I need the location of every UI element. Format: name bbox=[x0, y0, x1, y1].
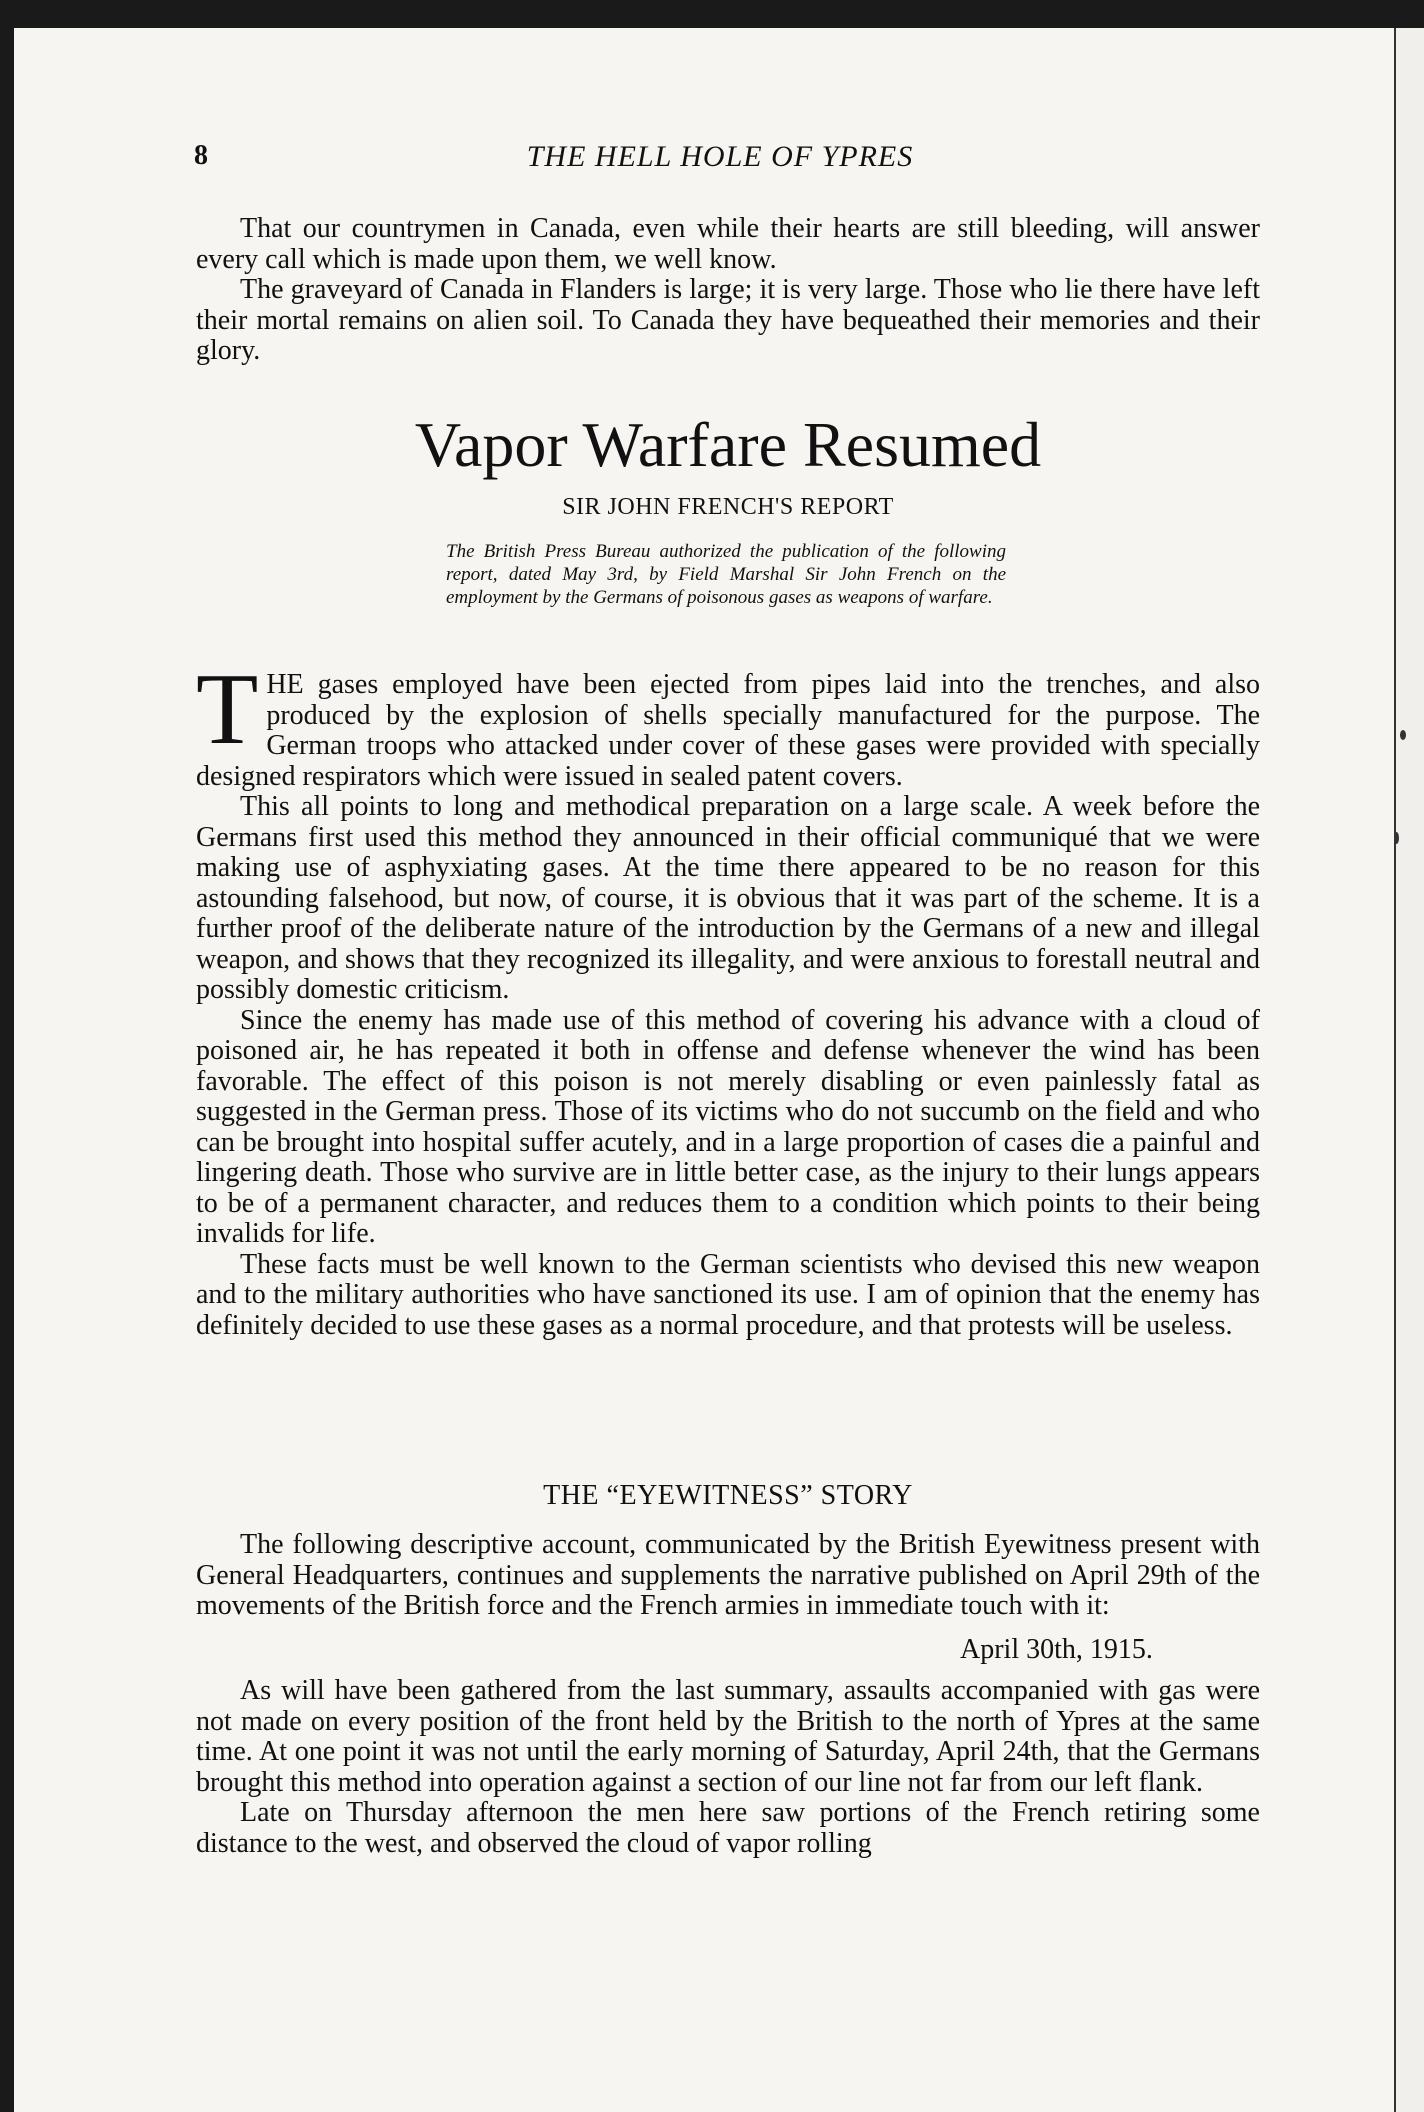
page-speck bbox=[1394, 832, 1399, 844]
dateline: April 30th, 1915. bbox=[960, 1634, 1153, 1665]
page-number: 8 bbox=[194, 140, 208, 171]
eyewitness-paragraph: As will have been gathered from the last summary, assaults accompanied with gas were not made on every position of the front held by the British to the north of Ypres at the same time. At one point it was not until the early morning of Saturday, April 24th, that the Germans brought this method into operation against a section of our line not far from our left flank. bbox=[196, 1675, 1260, 1798]
report-body bbox=[196, 653, 1260, 1341]
intro-paragraph: That our countrymen in Canada, even while their hearts are still bleeding, will answer every call which is made upon them, we well know. bbox=[196, 213, 1260, 275]
section-heading: THE “EYEWITNESS” STORY bbox=[543, 1480, 913, 1511]
eyewitness-intro-paragraph: The following descriptive account, communicated by the British Eyewitness present with General Headquarters, continues and supplements the narrative published on April 29th of the movements of the British force and the French armies in immediate touch with it: bbox=[196, 1529, 1260, 1621]
eyewitness-paragraph: Late on Thursday afternoon the men here saw portions of the French retiring some distance to the west, and observed the cloud of vapor rolling bbox=[196, 1797, 1260, 1859]
report-paragraph: This all points to long and methodical preparation on a large scale. A week before the Germans first used this method they announced in their official communiqué that we were making use of asphyxiating gases. At the time there appeared to be no reason for this astounding falsehood, but now, of course, it is obvious that it was part of the scheme. It is a further proof of the deliberate nature of the introduction by the Germans of a new and illegal weapon, and shows that they recognized its illegality, and were anxious to forestall neutral and possibly domestic criticism. bbox=[196, 791, 1260, 1005]
report-paragraph: These facts must be well known to the German scientists who devised this new weapon and to the military authorities who have sanctioned its use. I am of opinion that the enemy has definitely decided to use these gases as a normal procedure, and that protests will be useless. bbox=[196, 1248, 1260, 1341]
running-title: THE HELL HOLE OF YPRES bbox=[526, 140, 914, 173]
article-subtitle: SIR JOHN FRENCH'S REPORT bbox=[562, 494, 894, 520]
page-fold bbox=[1394, 28, 1424, 2112]
editor-note: The British Press Bureau authorized the publication of the following report, dated May 3rd, by Field Marshal Sir John French on the employment by the Germans of poisonous gases as weapons of warfare. bbox=[446, 541, 1006, 608]
drop-cap: T bbox=[196, 653, 259, 766]
article-title: Vapor Warfare Resumed bbox=[414, 409, 1042, 480]
eyewitness-body bbox=[196, 1676, 1260, 1859]
intro-paragraph: The graveyard of Canada in Flanders is large; it is very large. Those who lie there have left their mortal remains on alien soil. To Canada they have bequeathed their memories and their glory. bbox=[196, 274, 1260, 366]
report-first-paragraph bbox=[196, 653, 1260, 792]
page-header bbox=[180, 140, 1260, 180]
eyewitness-intro bbox=[196, 1530, 1260, 1622]
intro-text bbox=[196, 214, 1260, 367]
report-paragraph: Since the enemy has made use of this method of covering his advance with a cloud of poisoned air, he has repeated it both in offense and defense whenever the wind has been favorable. The effect of this poison is not merely disabling or even painlessly fatal as suggested in the German press. Those of its victims who do not succumb on the field and who can be brought into hospital suffer acutely, and in a large proportion of cases die a painful and lingering death. Those who survive are in little better case, as the injury to their lungs appears to be of a permanent character, and reduces them to a condition which points to their being invalids for life. bbox=[196, 1004, 1260, 1249]
page-speck bbox=[1400, 730, 1406, 740]
report-first-paragraph-text: HE gases employed have been ejected from pipes laid into the trenches, and also produced by the explosion of shells specially manufactured for the purpose. The German troops who attacked under cover of these gases were provided with specially designed respirators which were issued in sealed patent covers. bbox=[196, 669, 1260, 792]
